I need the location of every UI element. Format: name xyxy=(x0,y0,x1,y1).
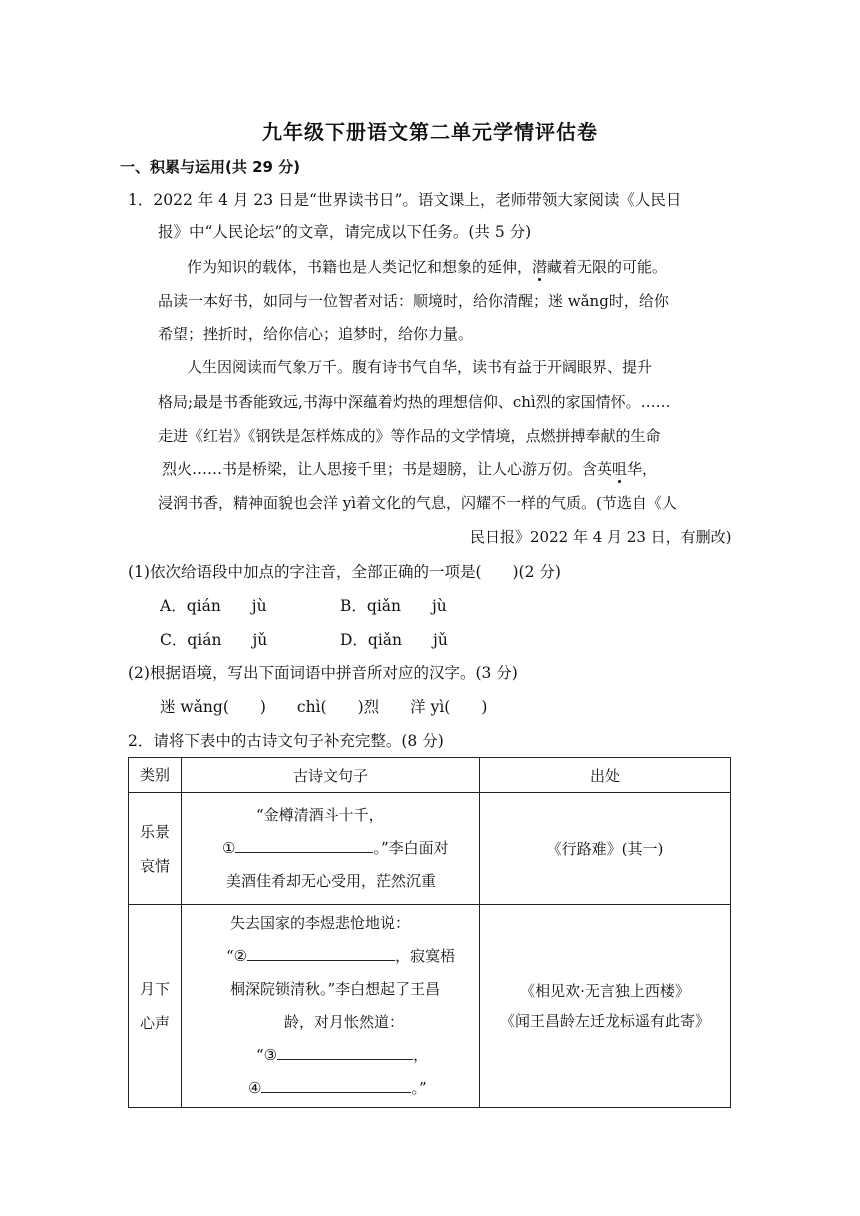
option-c: C．qián jǔ xyxy=(160,631,268,649)
answer-blank-2[interactable] xyxy=(247,944,395,961)
header-sentences: 古诗文句子 xyxy=(182,758,480,793)
sentence-line: 桐深院锁清秋。”李白想起了王昌 xyxy=(230,980,441,998)
option-a: A．qián jù xyxy=(160,597,267,615)
sentence-line xyxy=(186,1039,475,1072)
table-header-row xyxy=(129,758,731,793)
passage-line: 人生因阅读而气象万千。腹有诗书气自华，读书有益于开阔眼界、提升 xyxy=(187,358,653,376)
sentence-line xyxy=(186,1072,475,1105)
sentence-text: ， xyxy=(413,1046,429,1064)
table-row xyxy=(129,905,731,1108)
dotted-character: 咀 xyxy=(612,460,628,478)
header-category: 类别 xyxy=(129,758,182,793)
row1-sentences xyxy=(182,793,480,905)
sentence-line: 龄，对月怅然道： xyxy=(284,1013,405,1031)
sentence-text: 。” xyxy=(411,1079,427,1097)
option-b: B．qiǎn jù xyxy=(340,597,447,615)
answer-blank-4[interactable] xyxy=(261,1076,411,1093)
sentence-line xyxy=(186,940,475,973)
passage-line: 希望；挫折时，给你信心；追梦时，给你力量。 xyxy=(158,325,474,343)
question-1-line-2: 报》中“人民论坛”的文章，请完成以下任务。(共 5 分) xyxy=(158,223,532,241)
passage-line xyxy=(187,256,667,278)
header-source: 出处 xyxy=(480,758,731,793)
passage-line xyxy=(162,458,657,480)
category-text: 哀情 xyxy=(139,856,170,875)
blank-number: ① xyxy=(222,839,236,857)
blank-number: ④ xyxy=(248,1079,262,1097)
sentence-text: ，寂寞梧 xyxy=(395,947,456,965)
passage-line: 格局;最是书香能致远,书海中深蕴着灼热的理想信仰、chì烈的家国情怀。…… xyxy=(158,393,671,411)
passage-line: 浸润书香，精神面貌也会洋 yì着文化的气息，闪耀不一样的气质。(节选自《人 xyxy=(158,494,677,512)
row1-source: 《行路难》(其一) xyxy=(480,793,731,905)
sentence-line: “金樽清酒斗十千， xyxy=(256,806,384,824)
answer-blank-1[interactable] xyxy=(235,836,373,853)
passage-text: 作为知识的载体，书籍也是人类记忆和想象的延伸， xyxy=(187,258,533,276)
table-row xyxy=(129,793,731,905)
blank-number: “② xyxy=(226,947,248,965)
blank-number: “③ xyxy=(256,1046,278,1064)
subquestion-2: (2)根据语境，写出下面词语中拼音所对应的汉字。(3 分) xyxy=(128,664,518,682)
section-heading: 一、积累与运用(共 29 分) xyxy=(120,158,301,176)
subquestion-1: (1)依次给语段中加点的字注音，全部正确的一项是( )(2 分) xyxy=(128,563,561,581)
passage-text: 烈火……书是桥梁，让人思接千里；书是翅膀，让人心游万仞。含英 xyxy=(162,460,613,478)
passage-text: 华， xyxy=(627,460,658,478)
page-title: 九年级下册语文第二单元学情评估卷 xyxy=(262,120,598,144)
category-text: 月下 xyxy=(139,980,170,998)
source-title: 《相见欢·无言独上西楼》 xyxy=(520,982,690,1000)
passage-text: 藏着无限的可能。 xyxy=(547,258,668,276)
pinyin-items: 迷 wǎng( ) chì( )烈 洋 yì( ) xyxy=(160,698,488,716)
row2-sentences xyxy=(182,905,480,1108)
option-d: D．qiǎn jǔ xyxy=(340,631,448,649)
category-text: 心声 xyxy=(139,1014,170,1032)
passage-line: 走进《红岩》《钢铁是怎样炼成的》等作品的文学情境，点燃拼搏奉献的生命 xyxy=(158,427,661,445)
dotted-character: 潜 xyxy=(532,258,548,276)
category-text: 乐景 xyxy=(139,822,170,841)
sentence-line xyxy=(186,832,475,865)
answer-blank-3[interactable] xyxy=(277,1043,413,1060)
question-2: 2．请将下表中的古诗文句子补充完整。(8 分) xyxy=(128,732,444,750)
passage-source: 民日报》2022 年 4 月 23 日，有删改) xyxy=(470,528,732,546)
row2-category xyxy=(129,905,182,1108)
passage-line: 品读一本好书，如同与一位智者对话：顺境时，给你清醒；迷 wǎng时，给你 xyxy=(158,292,669,310)
poem-table xyxy=(128,757,731,1108)
question-1-line-1: 1．2022 年 4 月 23 日是“世界读书日”。语文课上，老师带领大家阅读《人民日 xyxy=(128,191,682,209)
sentence-line: 失去国家的李煜悲怆地说： xyxy=(230,914,411,932)
source-title: 《闻王昌龄左迁龙标遥有此寄》 xyxy=(499,1012,710,1030)
sentence-line: 美酒佳肴却无心受用，茫然沉重 xyxy=(226,872,437,890)
row1-category xyxy=(129,793,182,905)
sentence-text: 。”李白面对 xyxy=(373,839,449,857)
row2-source xyxy=(480,905,731,1108)
